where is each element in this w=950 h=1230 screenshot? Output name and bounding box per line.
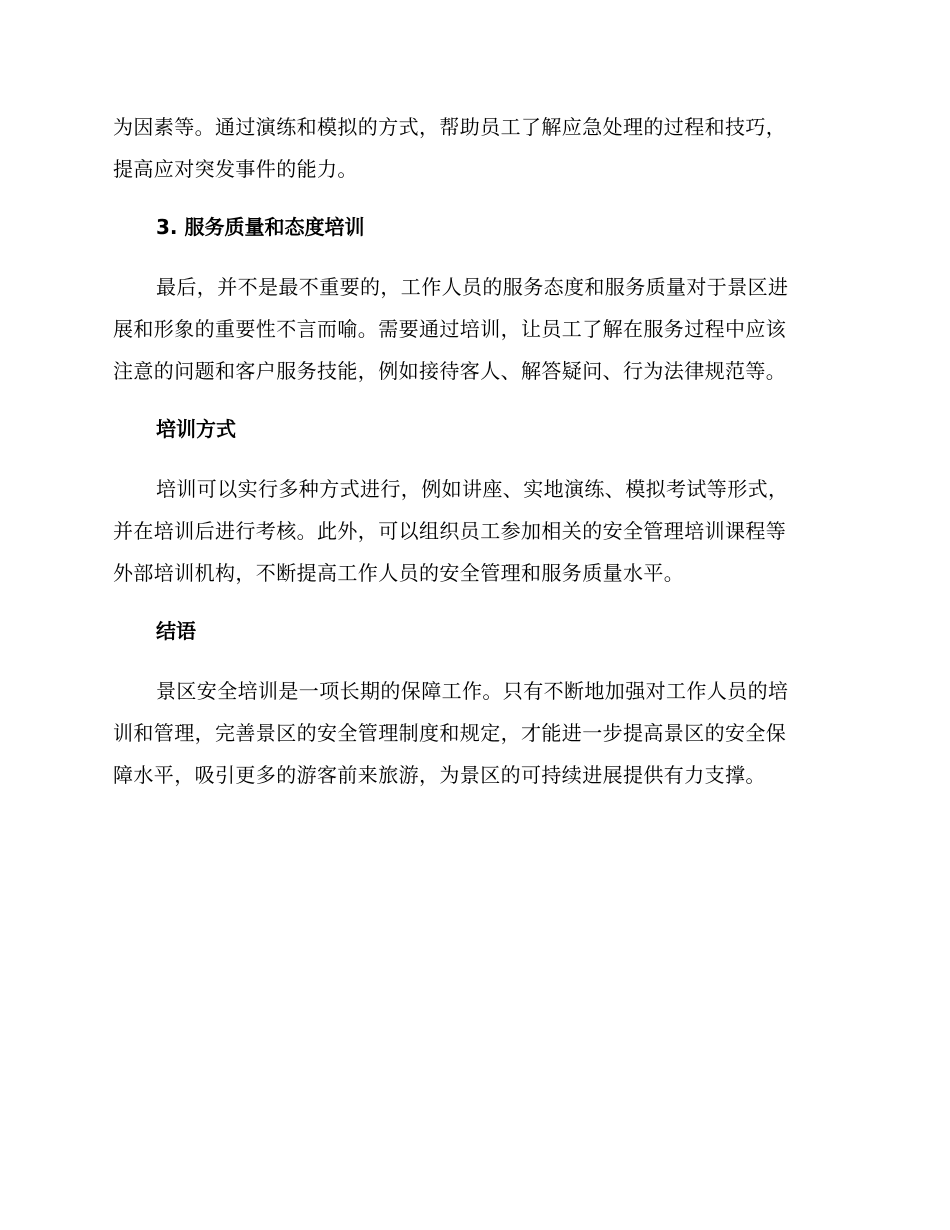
text-line: 展和形象的重要性不言而喻。需要通过培训，让员工了解在服务过程中应该: [113, 317, 787, 341]
text-line: 最后，并不是最不重要的，工作人员的服务态度和服务质量对于景区进: [156, 275, 789, 299]
text-line: 外部培训机构，不断提高工作人员的安全管理和服务质量水平。: [113, 561, 685, 585]
text-line: 景区安全培训是一项长期的保障工作。只有不断地加强对工作人员的培: [156, 679, 789, 703]
text-line: 为因素等。通过演练和模拟的方式，帮助员工了解应急处理的过程和技巧，: [113, 115, 787, 139]
heading-service-training: 3. 服务质量和态度培训: [156, 215, 365, 239]
text-line: 提高应对突发事件的能力。: [113, 157, 358, 181]
heading-training-method: 培训方式: [156, 417, 236, 441]
text-line: 障水平，吸引更多的游客前来旅游，为景区的可持续进展提供有力支撑。: [113, 763, 766, 787]
paragraph-intro-continued: [113, 106, 835, 190]
paragraph-service-training: [113, 266, 835, 392]
text-line: 培训可以实行多种方式进行，例如讲座、实地演练、模拟考试等形式，: [156, 477, 789, 501]
text-line: 训和管理，完善景区的安全管理制度和规定，才能进一步提高景区的安全保: [113, 721, 787, 745]
text-line: 并在培训后进行考核。此外，可以组织员工参加相关的安全管理培训课程等: [113, 519, 787, 543]
heading-conclusion: 结语: [156, 619, 196, 643]
document-page: [113, 106, 835, 796]
text-line: 注意的问题和客户服务技能，例如接待客人、解答疑问、行为法律规范等。: [113, 359, 787, 383]
paragraph-training-method: [113, 468, 835, 594]
paragraph-conclusion: [113, 670, 835, 796]
